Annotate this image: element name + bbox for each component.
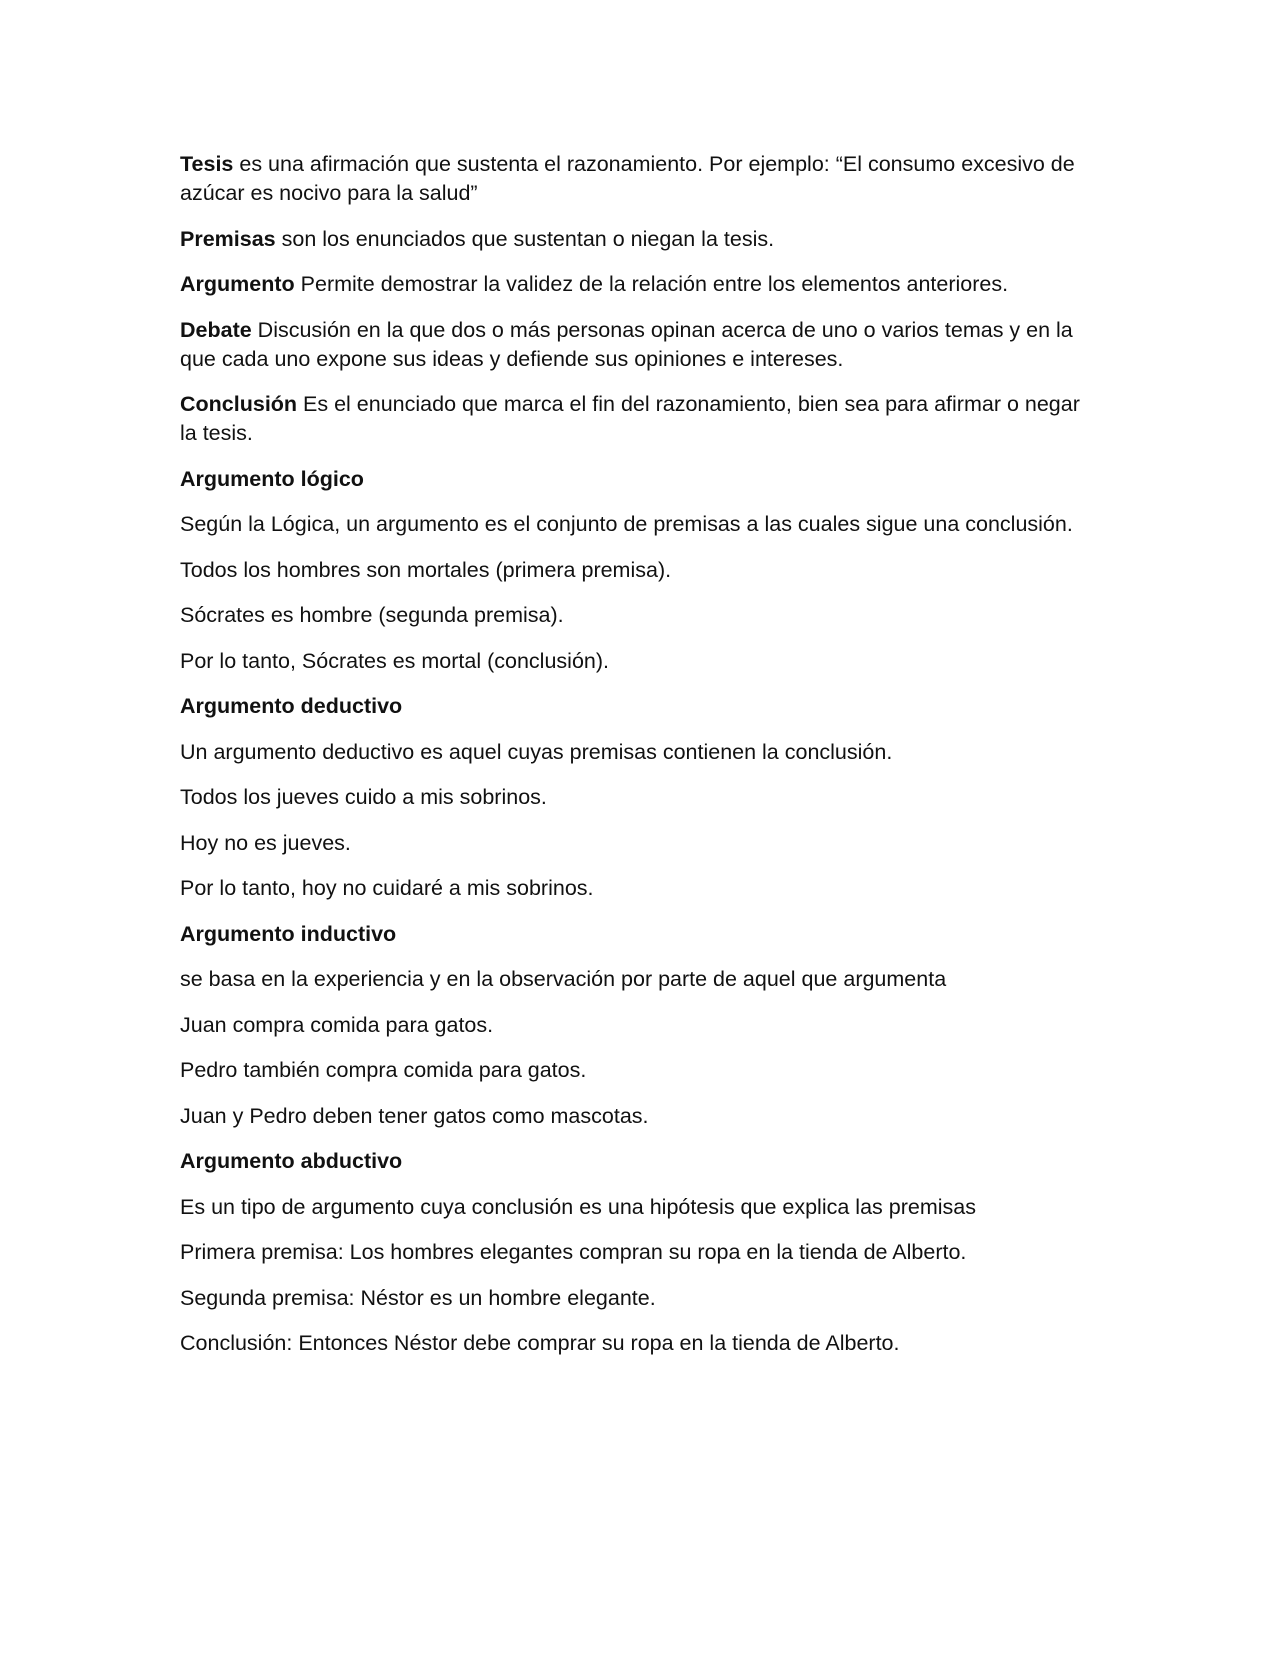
definition-conclusion bbox=[180, 390, 1100, 448]
definition-term: Tesis bbox=[180, 152, 234, 176]
definition-debate bbox=[180, 316, 1100, 374]
definition-term: Debate bbox=[180, 317, 252, 342]
definition-text: son los enunciados que sustentan o niegan la tesis. bbox=[275, 226, 775, 251]
paragraph: Juan y Pedro deben tener gatos como mascotas. bbox=[180, 1103, 649, 1128]
paragraph: Juan compra comida para gatos. bbox=[180, 1012, 494, 1037]
section-heading-logico: Argumento lógico bbox=[180, 466, 364, 491]
definition-text: es una afirmación que sustenta el razonamiento. Por ejemplo: “El consumo excesivo de azúcar es nocivo para la salud” bbox=[180, 152, 1075, 205]
definition-tesis bbox=[180, 150, 1100, 208]
paragraph: Primera premisa: Los hombres elegantes compran su ropa en la tienda de Alberto. bbox=[180, 1240, 967, 1264]
paragraph: Por lo tanto, hoy no cuidaré a mis sobrinos. bbox=[180, 876, 594, 900]
paragraph: Todos los jueves cuido a mis sobrinos. bbox=[180, 785, 547, 809]
section-heading-inductivo: Argumento inductivo bbox=[180, 921, 397, 946]
definition-text: Permite demostrar la validez de la relación entre los elementos anteriores. bbox=[294, 272, 1009, 296]
definition-argumento bbox=[180, 270, 1100, 299]
paragraph: Por lo tanto, Sócrates es mortal (conclusión). bbox=[180, 648, 609, 673]
paragraph: Un argumento deductivo es aquel cuyas premisas contienen la conclusión. bbox=[180, 739, 893, 764]
definition-term: Conclusión bbox=[180, 392, 298, 416]
definition-term: Premisas bbox=[180, 226, 276, 251]
definition-text: Discusión en la que dos o más personas opinan acerca de uno o varios temas y en la que cada uno expone sus ideas y defiende sus opiniones e intereses. bbox=[180, 317, 1073, 371]
definition-text: Es el enunciado que marca el fin del razonamiento, bien sea para afirmar o negar la tesis. bbox=[180, 392, 1080, 445]
paragraph: Conclusión: Entonces Néstor debe comprar su ropa en la tienda de Alberto. bbox=[180, 1331, 900, 1355]
paragraph: Hoy no es jueves. bbox=[180, 830, 351, 855]
paragraph: Pedro también compra comida para gatos. bbox=[180, 1058, 587, 1082]
paragraph: Todos los hombres son mortales (primera premisa). bbox=[180, 557, 672, 582]
paragraph: Es un tipo de argumento cuya conclusión es una hipótesis que explica las premisas bbox=[180, 1194, 976, 1219]
document-body bbox=[180, 150, 1100, 1375]
paragraph: Sócrates es hombre (segunda premisa). bbox=[180, 603, 564, 627]
paragraph: Segunda premisa: Néstor es un hombre elegante. bbox=[180, 1285, 656, 1310]
section-heading-abductivo: Argumento abductivo bbox=[180, 1149, 403, 1173]
section-heading-deductivo: Argumento deductivo bbox=[180, 694, 403, 718]
definition-premisas bbox=[180, 225, 1100, 254]
definition-term: Argumento bbox=[180, 272, 295, 296]
paragraph: Según la Lógica, un argumento es el conjunto de premisas a las cuales sigue una conclusión. bbox=[180, 512, 1073, 536]
paragraph: se basa en la experiencia y en la observación por parte de aquel que argumenta bbox=[180, 967, 947, 991]
